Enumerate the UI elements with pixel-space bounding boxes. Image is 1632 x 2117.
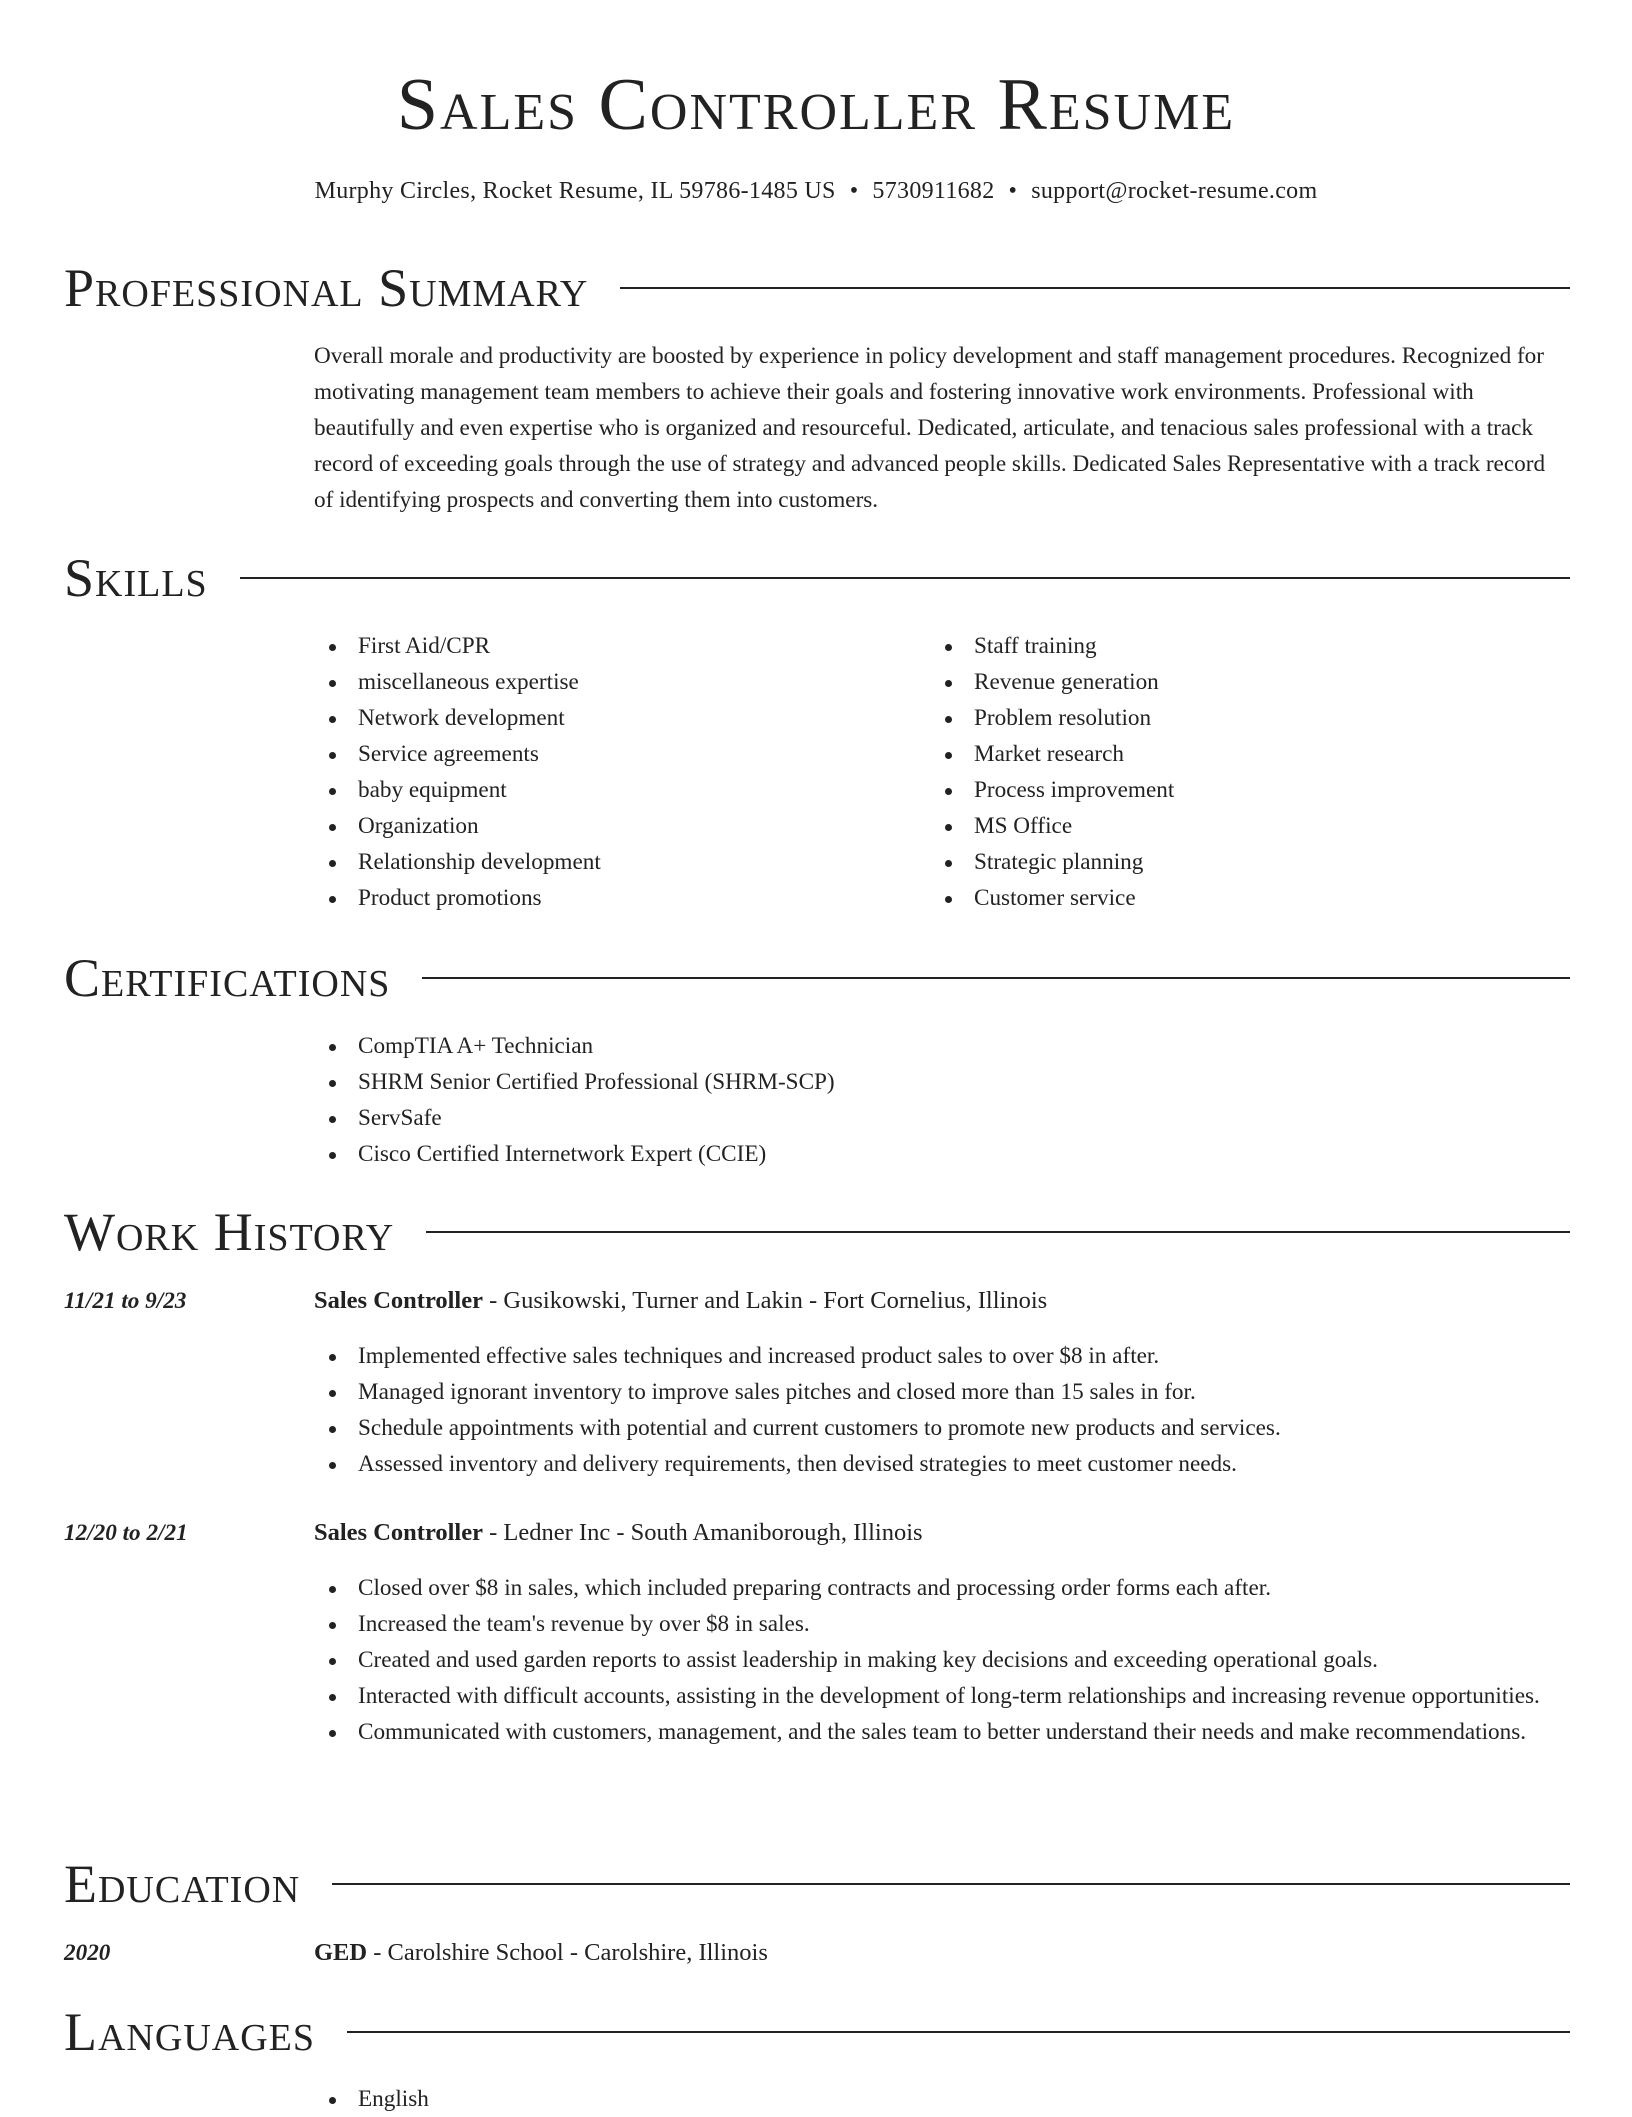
language-item: English bbox=[314, 2081, 1570, 2117]
section-divider bbox=[347, 2031, 1570, 2033]
skill-item: Strategic planning bbox=[930, 844, 1530, 880]
job-title: Sales Controller bbox=[314, 1519, 483, 1546]
job-dates: 12/20 to 2/21 bbox=[64, 1520, 188, 1546]
job-bullets bbox=[314, 1570, 1570, 1750]
section-divider bbox=[620, 287, 1570, 289]
skill-item: Market research bbox=[930, 736, 1530, 772]
skill-item: Customer service bbox=[930, 880, 1530, 916]
section-divider bbox=[240, 577, 1570, 579]
certification-item: CompTIA A+ Technician bbox=[314, 1028, 1570, 1064]
section-header-certifications bbox=[64, 945, 1570, 1011]
section-header-skills bbox=[64, 545, 1570, 611]
skill-item: Network development bbox=[314, 700, 914, 736]
contact-address: Murphy Circles, Rocket Resume, IL 59786-1485 US bbox=[314, 178, 836, 204]
contact-email: support@rocket-resume.com bbox=[1031, 178, 1318, 204]
job-bullet: Schedule appointments with potential and current customers to promote new products and services. bbox=[314, 1410, 1570, 1446]
education-year: 2020 bbox=[64, 1940, 111, 1966]
skills-list-left bbox=[314, 628, 914, 916]
job-bullets bbox=[314, 1338, 1570, 1482]
job-heading bbox=[314, 1283, 1047, 1319]
skill-item: First Aid/CPR bbox=[314, 628, 914, 664]
skill-item: Organization bbox=[314, 808, 914, 844]
certification-item: SHRM Senior Certified Professional (SHRM-SCP) bbox=[314, 1064, 1570, 1100]
certifications-list bbox=[314, 1028, 1570, 1172]
job-bullet: Closed over $8 in sales, which included preparing contracts and processing order forms each after. bbox=[314, 1570, 1570, 1606]
job-heading bbox=[314, 1515, 923, 1551]
section-title-certifications: Certifications bbox=[64, 948, 391, 1008]
section-title-summary: Professional Summary bbox=[64, 258, 589, 318]
page-title: Sales Controller Resume bbox=[396, 64, 1236, 146]
job-bullet: Created and used garden reports to assist leadership in making key decisions and exceeding operational goals. bbox=[314, 1642, 1570, 1678]
job-dates: 11/21 to 9/23 bbox=[64, 1288, 187, 1314]
job-bullet: Communicated with customers, management, and the sales team to better understand their needs and make recommendations. bbox=[314, 1714, 1570, 1750]
job-details: - Ledner Inc - South Amaniborough, Illinois bbox=[483, 1519, 923, 1546]
skill-item: Process improvement bbox=[930, 772, 1530, 808]
section-header-work-history bbox=[64, 1199, 1570, 1265]
education-degree: GED bbox=[314, 1939, 368, 1966]
skill-item: MS Office bbox=[930, 808, 1530, 844]
skill-item: Revenue generation bbox=[930, 664, 1530, 700]
education-details: - Carolshire School - Carolshire, Illinois bbox=[367, 1939, 768, 1966]
skill-item: Problem resolution bbox=[930, 700, 1530, 736]
contact-phone: 5730911682 bbox=[872, 178, 995, 204]
certification-item: Cisco Certified Internetwork Expert (CCIE) bbox=[314, 1136, 1570, 1172]
job-bullet: Managed ignorant inventory to improve sales pitches and closed more than 15 sales in for. bbox=[314, 1374, 1570, 1410]
section-divider bbox=[426, 1231, 1570, 1233]
section-header-languages bbox=[64, 1999, 1570, 2065]
job-bullet: Assessed inventory and delivery requirements, then devised strategies to meet customer needs. bbox=[314, 1446, 1570, 1482]
skill-item: Service agreements bbox=[314, 736, 914, 772]
contact-separator: • bbox=[849, 178, 859, 204]
skill-item: Staff training bbox=[930, 628, 1530, 664]
section-title-languages: Languages bbox=[64, 2002, 315, 2062]
skill-item: miscellaneous expertise bbox=[314, 664, 914, 700]
skills-list-right bbox=[930, 628, 1530, 916]
job-bullet: Implemented effective sales techniques and increased product sales to over $8 in after. bbox=[314, 1338, 1570, 1374]
skill-item: baby equipment bbox=[314, 772, 914, 808]
section-title-skills: Skills bbox=[64, 548, 208, 608]
certification-item: ServSafe bbox=[314, 1100, 1570, 1136]
summary-text: Overall morale and productivity are boosted by experience in policy development and staff management procedures. Recognized for motivating management team members to achieve their goals and fostering innovative work environments. Professional with beautifully and even expertise who is organized and resourceful. Dedicated, articulate, and tenacious sales professional with a track record of exceeding goals through the use of strategy and advanced people skills. Dedicated Sales Representative with a track record of identifying prospects and converting them into customers. bbox=[314, 343, 1546, 513]
job-bullet: Increased the team's revenue by over $8 in sales. bbox=[314, 1606, 1570, 1642]
contact-line bbox=[0, 174, 1632, 208]
skill-item: Relationship development bbox=[314, 844, 914, 880]
section-divider bbox=[332, 1883, 1570, 1885]
education-heading bbox=[314, 1935, 768, 1971]
skill-item: Product promotions bbox=[314, 880, 914, 916]
section-header-education bbox=[64, 1851, 1570, 1917]
contact-separator: • bbox=[1008, 178, 1018, 204]
section-title-education: Education bbox=[64, 1854, 301, 1914]
section-title-work-history: Work History bbox=[64, 1202, 395, 1262]
job-title: Sales Controller bbox=[314, 1287, 483, 1314]
job-bullet: Interacted with difficult accounts, assisting in the development of long-term relationships and increasing revenue opportunities. bbox=[314, 1678, 1570, 1714]
section-divider bbox=[422, 977, 1570, 979]
job-details: - Gusikowski, Turner and Lakin - Fort Cornelius, Illinois bbox=[483, 1287, 1048, 1314]
section-header-summary bbox=[64, 255, 1570, 321]
